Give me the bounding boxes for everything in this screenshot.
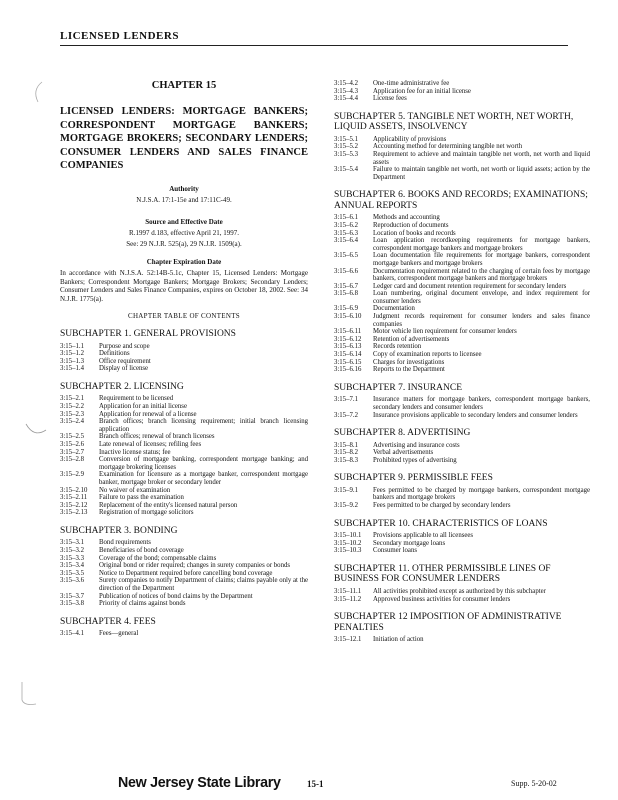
section-title: Insurance provisions applicable to secondary lenders and consumer lenders bbox=[373, 411, 578, 419]
toc-entry bbox=[60, 449, 308, 457]
section-title: Accounting method for determining tangible net worth bbox=[373, 143, 523, 151]
section-title: Failure to pass the examination bbox=[99, 494, 184, 502]
section-number: 3:15–10.3 bbox=[334, 547, 362, 555]
section-number: 3:15–4.4 bbox=[334, 95, 358, 103]
section-title: Display of license bbox=[99, 365, 149, 373]
subchapter-heading: SUBCHAPTER 10. CHARACTERISTICS OF LOANS bbox=[334, 518, 548, 529]
section-number: 3:15–7.2 bbox=[334, 411, 358, 419]
subchapter-heading: SUBCHAPTER 12 IMPOSITION OF ADMINISTRATIVE PENALTIES bbox=[334, 612, 562, 633]
toc-entry bbox=[334, 214, 590, 222]
section-number: 3:15–3.5 bbox=[60, 569, 84, 577]
toc-entry bbox=[60, 411, 308, 419]
toc-entry bbox=[334, 151, 590, 166]
section-number: 3:15–6.3 bbox=[334, 229, 358, 237]
toc-entry bbox=[334, 136, 590, 144]
section-title: Examination for licensure as a mortgage banker, correspondent mortgage banker, mortgage broker or secondary lender bbox=[99, 471, 308, 486]
section-title: Application fee for an initial license bbox=[373, 87, 471, 95]
left-subchapter-list bbox=[60, 329, 308, 638]
section-title: Conversion of mortgage banking, correspondent mortgage banking; and mortgage brokering licenses bbox=[99, 456, 308, 471]
subchapter-heading: SUBCHAPTER 8. ADVERTISING bbox=[334, 428, 471, 439]
toc-entry bbox=[334, 252, 590, 267]
section-number: 3:15–3.3 bbox=[60, 554, 84, 562]
section-title: Office requirement bbox=[99, 357, 151, 365]
section-number: 3:15–6.11 bbox=[334, 328, 362, 336]
section-number: 3:15–6.10 bbox=[334, 313, 362, 321]
section-number: 3:15–2.7 bbox=[60, 448, 84, 456]
toc-entry bbox=[60, 577, 308, 592]
authority-text: N.J.S.A. 17:1-15e and 17:11C-49. bbox=[136, 195, 232, 204]
section-title: Loan numbering, original document envelope, and index requirement for consumer lenders bbox=[373, 290, 590, 305]
right-subchapter-list bbox=[334, 112, 590, 644]
toc-entry bbox=[60, 358, 308, 366]
section-title: Initiation of action bbox=[373, 636, 424, 644]
section-number: 3:15–4.3 bbox=[334, 87, 358, 95]
left-column bbox=[60, 80, 308, 638]
toc-entry bbox=[334, 487, 590, 502]
toc-entry bbox=[334, 166, 590, 181]
toc-entry bbox=[334, 596, 590, 604]
toc-entry bbox=[60, 630, 308, 638]
toc-entry bbox=[60, 555, 308, 563]
section-title: Loan documentation file requirements for mortgage bankers, correspondent mortgage bankers and mortgage brokers bbox=[373, 252, 590, 267]
section-title: Advertising and insurance costs bbox=[373, 441, 460, 449]
page-number: 15-1 bbox=[307, 779, 324, 789]
section-title: Application for an initial license bbox=[99, 402, 187, 410]
section-title: Inactive license status; fee bbox=[99, 448, 171, 456]
toc-entry bbox=[334, 313, 590, 328]
toc-entry bbox=[60, 494, 308, 502]
toc-entry bbox=[334, 540, 590, 548]
section-number: 3:15–6.4 bbox=[334, 237, 358, 245]
toc-entry bbox=[334, 230, 590, 238]
toc-entry bbox=[334, 442, 590, 450]
subchapter-heading: SUBCHAPTER 4. FEES bbox=[60, 616, 156, 627]
expiration-text: In accordance with N.J.S.A. 52:14B-5.1c, Chapter 15, Licensed Lenders: Mortgage Bankers; Correspondent Mortgage Bankers; Mortgage Brokers; Secondary Lenders; Consumer Lenders and Sales Finance Companies, expires on October 18, 2002. See: 34 N.J.R. 1775(a). bbox=[60, 269, 308, 303]
section-number: 3:15–6.6 bbox=[334, 267, 358, 275]
section-number: 3:15–2.1 bbox=[60, 395, 84, 403]
section-number: 3:15–6.14 bbox=[334, 351, 362, 359]
toc-entry bbox=[334, 222, 590, 230]
section-number: 3:15–9.2 bbox=[334, 502, 358, 510]
subchapter-heading: SUBCHAPTER 1. GENERAL PROVISIONS bbox=[60, 329, 236, 339]
section-title: Publication of notices of bond claims by the Department bbox=[99, 592, 253, 600]
section-number: 3:15–2.2 bbox=[60, 402, 84, 410]
section-title: Requirement to achieve and maintain tangible net worth, net worth and liquid assets bbox=[373, 150, 590, 166]
toc-entry bbox=[334, 547, 590, 555]
toc-entry bbox=[60, 365, 308, 373]
section-number: 3:15–5.4 bbox=[334, 166, 358, 174]
section-title: Methods and accounting bbox=[373, 214, 440, 222]
section-number: 3:15–6.16 bbox=[334, 366, 362, 374]
section-number: 3:15–2.4 bbox=[60, 418, 84, 426]
section-title: Verbal advertisements bbox=[373, 449, 434, 457]
toc-entry bbox=[60, 562, 308, 570]
toc-entry bbox=[334, 328, 590, 336]
section-number: 3:15–1.3 bbox=[60, 357, 84, 365]
toc-entry bbox=[334, 305, 590, 313]
subchapter-heading: SUBCHAPTER 2. LICENSING bbox=[60, 381, 184, 392]
toc-entry bbox=[60, 593, 308, 601]
section-number: 3:15–11.2 bbox=[334, 595, 362, 603]
section-title: Late renewal of licenses; refiling fees bbox=[99, 440, 202, 448]
toc-entry bbox=[60, 547, 308, 555]
section-title: Judgment records requirement for consumer lenders and sales finance companies bbox=[373, 313, 590, 328]
section-title: Coverage of the bond; compensable claims bbox=[99, 554, 217, 562]
section-number: 3:15–1.2 bbox=[60, 350, 84, 358]
subchapter-heading: SUBCHAPTER 7. INSURANCE bbox=[334, 382, 463, 393]
section-number: 3:15–9.1 bbox=[334, 486, 358, 494]
section-title: Location of books and records bbox=[373, 229, 456, 237]
toc-entry bbox=[60, 433, 308, 441]
section-title: Prohibited types of advertising bbox=[373, 456, 457, 464]
header-rule bbox=[60, 45, 568, 46]
section-title: Fees permitted to be charged by mortgage bankers, correspondent mortgage bankers and mortgage brokers bbox=[373, 486, 590, 502]
running-head: LICENSED LENDERS bbox=[60, 30, 179, 42]
section-title: Documentation requirement related to the charging of certain fees by mortgage bankers, correspondent mortgage bankers and mortgage brokers bbox=[373, 267, 590, 283]
section-number: 3:15–3.2 bbox=[60, 546, 84, 554]
toc-entry bbox=[60, 350, 308, 358]
margin-mark bbox=[24, 420, 50, 442]
section-number: 3:15–1.1 bbox=[60, 342, 84, 350]
chapter-title: CHAPTER 15 bbox=[151, 80, 217, 91]
source-line: R.1997 d.183, effective April 21, 1997. bbox=[129, 229, 239, 237]
section-number: 3:15–2.8 bbox=[60, 456, 84, 464]
margin-mark bbox=[28, 80, 48, 104]
toc-entry bbox=[60, 509, 308, 517]
library-stamp: New Jersey State Library bbox=[118, 774, 281, 791]
section-title: Records retention bbox=[373, 343, 422, 351]
section-title: Documentation bbox=[373, 305, 415, 313]
section-number: 3:15–5.3 bbox=[334, 150, 358, 158]
subchapter-heading: SUBCHAPTER 5. TANGIBLE NET WORTH, NET WORTH, LIQUID ASSETS, INSOLVENCY bbox=[334, 111, 574, 133]
toc-entry bbox=[60, 502, 308, 510]
section-number: 3:15–8.1 bbox=[334, 441, 358, 449]
toc-entry bbox=[334, 396, 590, 411]
section-title: Replacement of the entity's licensed natural person bbox=[99, 501, 238, 509]
section-title: Retention of advertisements bbox=[373, 335, 450, 343]
supplement-date: Supp. 5-20-02 bbox=[511, 779, 557, 788]
section-number: 3:15–3.8 bbox=[60, 600, 84, 608]
toc-entry bbox=[60, 570, 308, 578]
toc-entry bbox=[334, 290, 590, 305]
section-number: 3:15–2.11 bbox=[60, 494, 88, 502]
source-heading: Source and Effective Date bbox=[145, 218, 223, 226]
subchapter-heading: SUBCHAPTER 6. BOOKS AND RECORDS; EXAMINATIONS; ANNUAL REPORTS bbox=[334, 190, 588, 211]
section-number: 3:15–2.6 bbox=[60, 440, 84, 448]
section-number: 3:15–10.2 bbox=[334, 539, 362, 547]
section-title: Secondary mortgage loans bbox=[373, 539, 446, 547]
section-title: Branch offices; branch licensing requirement; initial branch licensing application bbox=[99, 418, 308, 433]
chapter-subtitle: LICENSED LENDERS: MORTGAGE BANKERS; CORRESPONDENT MORTGAGE BANKERS; MORTGAGE BROKERS; SECONDARY LENDERS; CONSUMER LENDERS AND SALES FINANCE COMPANIES bbox=[60, 106, 308, 171]
section-title: Reproduction of documents bbox=[373, 221, 449, 229]
section-title: Reports to the Department bbox=[373, 366, 445, 374]
right-column bbox=[334, 80, 590, 644]
section-title: Charges for investigations bbox=[373, 358, 445, 366]
section-number: 3:15–2.5 bbox=[60, 433, 84, 441]
section-title: Consumer loans bbox=[373, 547, 417, 555]
section-title: Copy of examination reports to licensee bbox=[373, 351, 482, 359]
section-number: 3:15–1.4 bbox=[60, 365, 84, 373]
section-title: Motor vehicle lien requirement for consumer lenders bbox=[373, 328, 517, 336]
section-title: Registration of mortgage solicitors bbox=[99, 509, 194, 517]
toc-entry bbox=[334, 532, 590, 540]
margin-mark bbox=[16, 680, 40, 710]
section-number: 3:15–2.10 bbox=[60, 486, 88, 494]
section-title: Fees—general bbox=[99, 630, 139, 638]
right-continuation-list bbox=[334, 80, 590, 103]
section-number: 3:15–2.3 bbox=[60, 410, 84, 418]
toc-entry bbox=[334, 359, 590, 367]
section-number: 3:15–6.5 bbox=[334, 252, 358, 260]
toc-entry bbox=[334, 343, 590, 351]
section-title: Requirement to be licensed bbox=[99, 395, 174, 403]
section-number: 3:15–7.1 bbox=[334, 396, 358, 404]
section-number: 3:15–3.1 bbox=[60, 539, 84, 547]
toc-entry bbox=[60, 441, 308, 449]
toc-entry bbox=[60, 487, 308, 495]
subchapter-heading: SUBCHAPTER 11. OTHER PERMISSIBLE LINES OF BUSINESS FOR CONSUMER LENDERS bbox=[334, 563, 551, 585]
section-number: 3:15–6.15 bbox=[334, 358, 362, 366]
section-title: Loan application recordkeeping requirements for mortgage bankers, correspondent mortgage bankers and mortgage brokers bbox=[373, 237, 590, 252]
toc-entry bbox=[60, 395, 308, 403]
toc-entry bbox=[60, 539, 308, 547]
section-number: 3:15–6.7 bbox=[334, 282, 358, 290]
section-number: 3:15–6.1 bbox=[334, 214, 358, 222]
toc-entry bbox=[334, 283, 590, 291]
section-title: Application for renewal of a license bbox=[99, 410, 197, 418]
toc-entry bbox=[334, 88, 590, 96]
section-number: 3:15–2.12 bbox=[60, 501, 88, 509]
section-title: All activities prohibited except as authorized by this subchapter bbox=[373, 587, 546, 595]
section-title: Purpose and scope bbox=[99, 342, 150, 350]
section-title: Priority of claims against bonds bbox=[99, 600, 186, 608]
toc-entry bbox=[334, 351, 590, 359]
section-title: Approved business activities for consumer lenders bbox=[373, 595, 511, 603]
section-number: 3:15–3.7 bbox=[60, 592, 84, 600]
toc-entry bbox=[334, 457, 590, 465]
section-title: No waiver of examination bbox=[99, 486, 171, 494]
section-title: Provisions applicable to all licensees bbox=[373, 532, 474, 540]
section-number: 3:15–3.4 bbox=[60, 562, 84, 570]
section-title: Branch offices; renewal of branch licenses bbox=[99, 433, 215, 441]
section-number: 3:15–6.13 bbox=[334, 343, 362, 351]
section-title: Notice to Department required before cancelling bond coverage bbox=[99, 569, 273, 577]
section-number: 3:15–4.2 bbox=[334, 80, 358, 87]
section-number: 3:15–5.2 bbox=[334, 143, 358, 151]
toc-entry bbox=[334, 366, 590, 374]
section-title: Insurance matters for mortgage bankers, correspondent mortgage bankers, secondary lenders and consumer lenders bbox=[373, 396, 590, 411]
section-number: 3:15–6.12 bbox=[334, 335, 362, 343]
section-number: 3:15–6.2 bbox=[334, 221, 358, 229]
toc-entry bbox=[60, 343, 308, 351]
toc-entry bbox=[60, 418, 308, 433]
toc-entry bbox=[334, 95, 590, 103]
toc-entry bbox=[334, 336, 590, 344]
section-title: Failure to maintain tangible net worth, net worth or liquid assets; action by the Department bbox=[373, 166, 590, 181]
toc-entry bbox=[60, 456, 308, 471]
toc-entry bbox=[334, 268, 590, 283]
section-number: 3:15–11.1 bbox=[334, 587, 362, 595]
toc-entry bbox=[334, 449, 590, 457]
toc-heading: CHAPTER TABLE OF CONTENTS bbox=[127, 312, 240, 320]
toc-entry bbox=[334, 143, 590, 151]
toc-entry bbox=[334, 636, 590, 644]
section-title: One-time administrative fee bbox=[373, 80, 450, 87]
authority-heading: Authority bbox=[169, 184, 199, 193]
section-number: 3:15–6.9 bbox=[334, 305, 358, 313]
section-number: 3:15–4.1 bbox=[60, 630, 84, 638]
section-number: 3:15–2.9 bbox=[60, 471, 84, 479]
toc-entry bbox=[334, 502, 590, 510]
section-number: 3:15–12.1 bbox=[334, 636, 362, 644]
section-title: Applicability of provisions bbox=[373, 135, 447, 143]
section-number: 3:15–8.2 bbox=[334, 449, 358, 457]
section-title: Surety companies to notify Department of claims; claims payable only at the direction of the Department bbox=[99, 577, 308, 592]
toc-entry bbox=[60, 600, 308, 608]
toc-entry bbox=[334, 237, 590, 252]
section-title: Original bond or rider required; changes in surety companies or bonds bbox=[99, 562, 291, 570]
section-number: 3:15–10.1 bbox=[334, 532, 362, 540]
toc-entry bbox=[334, 412, 590, 420]
toc-entry bbox=[60, 471, 308, 486]
section-number: 3:15–2.13 bbox=[60, 509, 88, 517]
subchapter-heading: SUBCHAPTER 9. PERMISSIBLE FEES bbox=[334, 473, 493, 484]
source-line: See: 29 N.J.R. 525(a), 29 N.J.R. 1509(a). bbox=[126, 239, 242, 248]
toc-entry bbox=[334, 80, 590, 88]
section-number: 3:15–5.1 bbox=[334, 135, 358, 143]
section-title: Beneficiaries of bond coverage bbox=[99, 546, 184, 554]
section-number: 3:15–6.8 bbox=[334, 290, 358, 298]
toc-entry bbox=[60, 403, 308, 411]
section-number: 3:15–8.3 bbox=[334, 456, 358, 464]
section-title: Ledger card and document retention requirement for secondary lenders bbox=[373, 282, 567, 290]
section-title: Bond requirements bbox=[99, 539, 151, 547]
section-title: Fees permitted to be charged by secondary lenders bbox=[373, 502, 511, 510]
section-title: Definitions bbox=[99, 350, 130, 358]
subchapter-heading: SUBCHAPTER 3. BONDING bbox=[60, 525, 178, 536]
toc-entry bbox=[334, 588, 590, 596]
expiration-heading: Chapter Expiration Date bbox=[146, 258, 222, 266]
section-title: License fees bbox=[373, 95, 407, 103]
section-number: 3:15–3.6 bbox=[60, 577, 84, 585]
